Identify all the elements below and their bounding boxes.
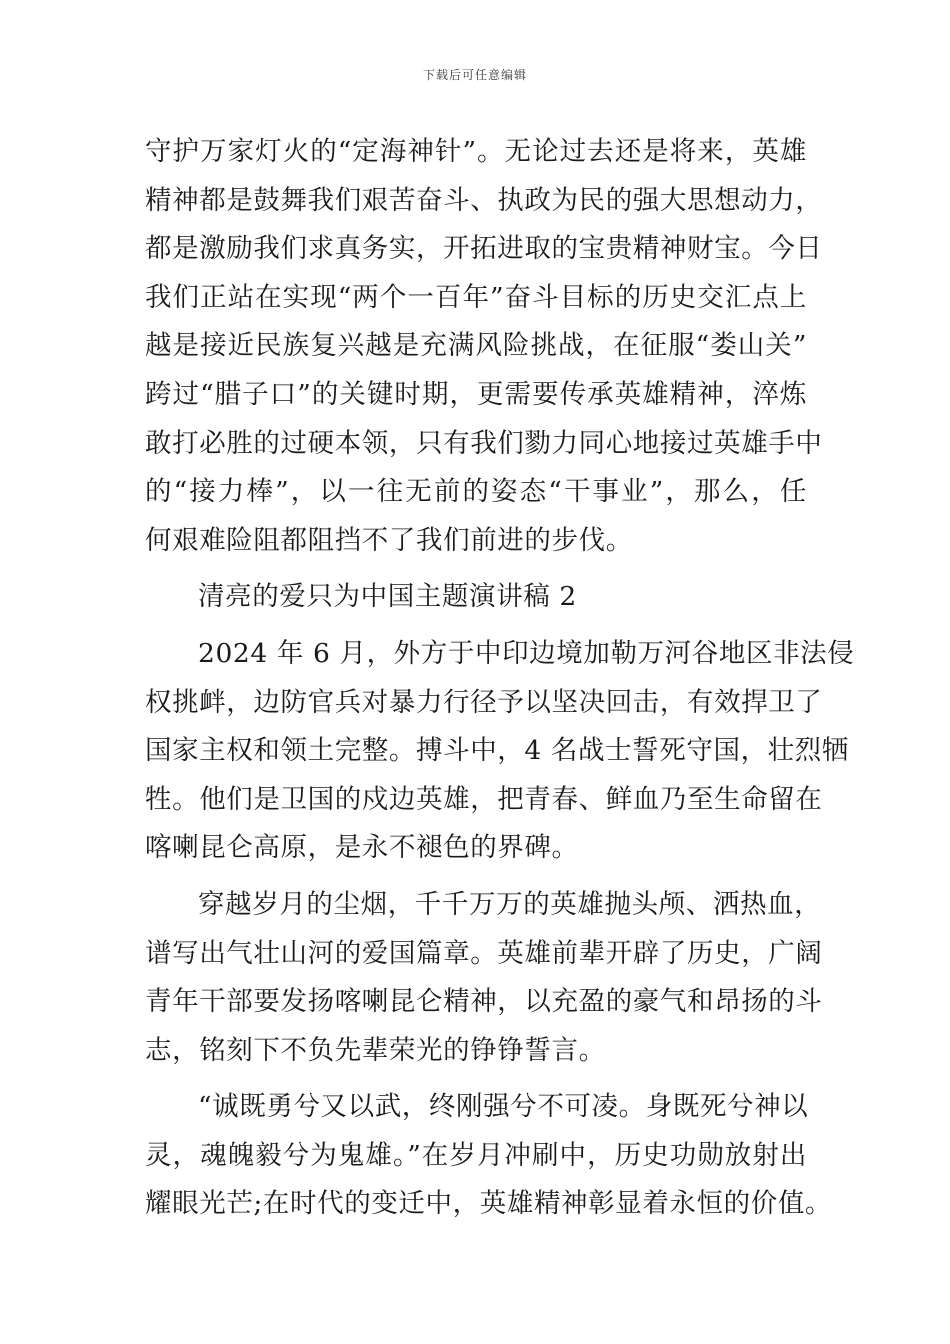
- text-line: 牲。他们是卫国的戍边英雄，把青春、鲜血乃至生命留在: [145, 783, 823, 815]
- text-line: 耀眼光芒;在时代的变迁中，英雄精神彰显着永恒的价值。: [145, 1188, 833, 1220]
- text-line: 都是激励我们求真务实，开拓进取的宝贵精神财宝。今日: [145, 233, 823, 265]
- paragraph: [145, 1083, 833, 1229]
- text-line: “诚既勇兮又以武，终刚强兮不可凌。身既死兮神以: [198, 1091, 809, 1123]
- paragraph: [145, 128, 823, 565]
- text-line: 守护万家灯火的“定海神针”。无论过去还是将来，英雄: [145, 136, 807, 167]
- text-line: 2024 年 6 月，外方于中印边境加勒万河谷地区非法侵: [198, 637, 855, 669]
- page-header: 下载后可任意编辑: [422, 68, 527, 82]
- document-body: [145, 128, 855, 1229]
- text-line: 权挑衅，边防官兵对暴力行径予以坚决回击，有效捍卫了: [145, 686, 823, 718]
- section-heading: [145, 573, 807, 622]
- text-line: 国家主权和领土完整。搏斗中，4 名战士誓死守国，壮烈牺: [145, 735, 849, 767]
- text-line: 敢打必胜的过硬本领，只有我们勠力同心地接过英雄手中: [145, 427, 823, 459]
- paragraph: [145, 630, 855, 873]
- text-line: 越是接近民族复兴越是充满风险挑战，在征服“娄山关”: [145, 330, 807, 362]
- heading-text: 清亮的爱只为中国主题演讲稿 2: [198, 581, 577, 613]
- text-line: 精神都是鼓舞我们艰苦奋斗、执政为民的强大思想动力，: [145, 184, 823, 216]
- text-line: 跨过“腊子口”的关键时期，更需要传承英雄精神，淬炼: [145, 378, 807, 410]
- paragraph: [145, 881, 823, 1075]
- text-line: 喀喇昆仑高原，是永不褪色的界碑。: [145, 832, 579, 864]
- text-line: 的“接力棒”，以一往无前的姿态“干事业”，那么，任: [145, 476, 807, 508]
- text-line: 灵，魂魄毅兮为鬼雄。”在岁月冲刷中，历史功勋放射出: [145, 1139, 807, 1171]
- text-line: 何艰难险阻都阻挡不了我们前进的步伐。: [145, 524, 633, 556]
- text-line: 我们正站在实现“两个一百年”奋斗目标的历史交汇点上: [145, 281, 807, 313]
- text-line: 青年干部要发扬喀喇昆仑精神，以充盈的豪气和昂扬的斗: [145, 986, 823, 1018]
- text-line: 穿越岁月的尘烟，千千万万的英雄抛头颅、洒热血，: [198, 888, 822, 920]
- text-line: 志，铭刻下不负先辈荣光的铮铮誓言。: [145, 1034, 606, 1066]
- text-line: 谱写出气壮山河的爱国篇章。英雄前辈开辟了历史，广阔: [145, 937, 823, 969]
